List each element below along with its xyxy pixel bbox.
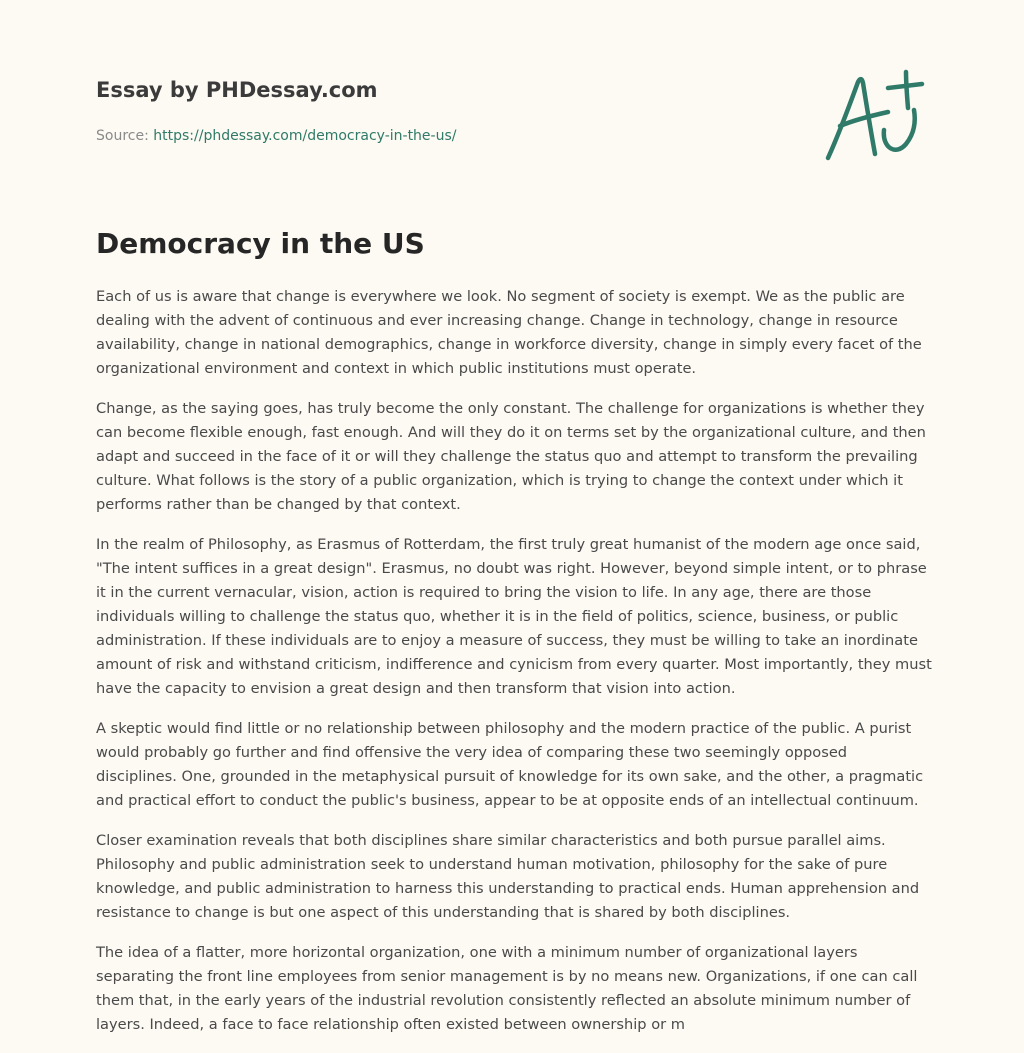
- essay-header: [96, 76, 796, 146]
- source-link[interactable]: https://phdessay.com/democracy-in-the-us/: [153, 128, 457, 144]
- a-plus-grade-icon: [822, 68, 928, 164]
- essay-paragraph: Each of us is aware that change is everywhere we look. No segment of society is exempt. We as the public are dealing with the advent of continuous and ever increasing change. Change in technology, change in resource availability, change in national demographics, change in workforce diversity, change in simply every facet of the organizational environment and context in which public institutions must operate.: [96, 288, 922, 377]
- essay-paragraph: Change, as the saying goes, has truly become the only constant. The challenge for organizations is whether they can become flexible enough, fast enough. And will they do it on terms set by the organizational culture, and then adapt and succeed in the face of it or will they challenge the status quo and attempt to transform the prevailing culture. What follows is the story of a public organization, which is trying to change the context under which it performs rather than be changed by that context.: [96, 400, 926, 513]
- source-label: Source:: [96, 128, 154, 144]
- essay-body: [96, 285, 932, 1053]
- source-line: [96, 126, 796, 146]
- essay-paragraph: Closer examination reveals that both disciplines share similar characteristics and both pursue parallel aims. Philosophy and public administration seek to understand human motivation, philosophy for the sake of pure knowledge, and public administration to harness this understanding to practical ends. Human apprehension and resistance to change is but one aspect of this understanding that is shared by both disciplines.: [96, 832, 920, 921]
- essay-paragraph: In the realm of Philosophy, as Erasmus of Rotterdam, the first truly great humanist of the modern age once said, "The intent suffices in a great design". Erasmus, no doubt was right. However, beyond simple intent, or to phrase it in the current vernacular, vision, action is required to bring the vision to life. In any age, there are those individuals willing to challenge the status quo, whether it is in the field of politics, science, business, or public administration. If these individuals are to enjoy a measure of success, they must be willing to take an inordinate amount of risk and withstand criticism, indifference and cynicism from every quarter. Most importantly, they must have the capacity to envision a great design and then transform that vision into action.: [96, 536, 932, 697]
- essay-paragraph: The idea of a flatter, more horizontal organization, one with a minimum number of organizational layers separating the front line employees from senior management is by no means new. Organizations, if one can call them that, in the early years of the industrial revolution consistently reflected an absolute minimum number of layers. Indeed, a face to face relationship often existed between ownership or m: [96, 944, 918, 1033]
- a-plus-logo-graphic: [822, 68, 928, 164]
- brand-title: Essay by PHDessay.com: [96, 78, 378, 102]
- essay-paragraph: A skeptic would find little or no relationship between philosophy and the modern practice of the public. A purist would probably go further and find offensive the very idea of comparing these two seemingly opposed disciplines. One, grounded in the metaphysical pursuit of knowledge for its own sake, and the other, a pragmatic and practical effort to conduct the public's business, appear to be at opposite ends of an intellectual continuum.: [96, 720, 924, 809]
- essay-title: Democracy in the US: [96, 227, 425, 260]
